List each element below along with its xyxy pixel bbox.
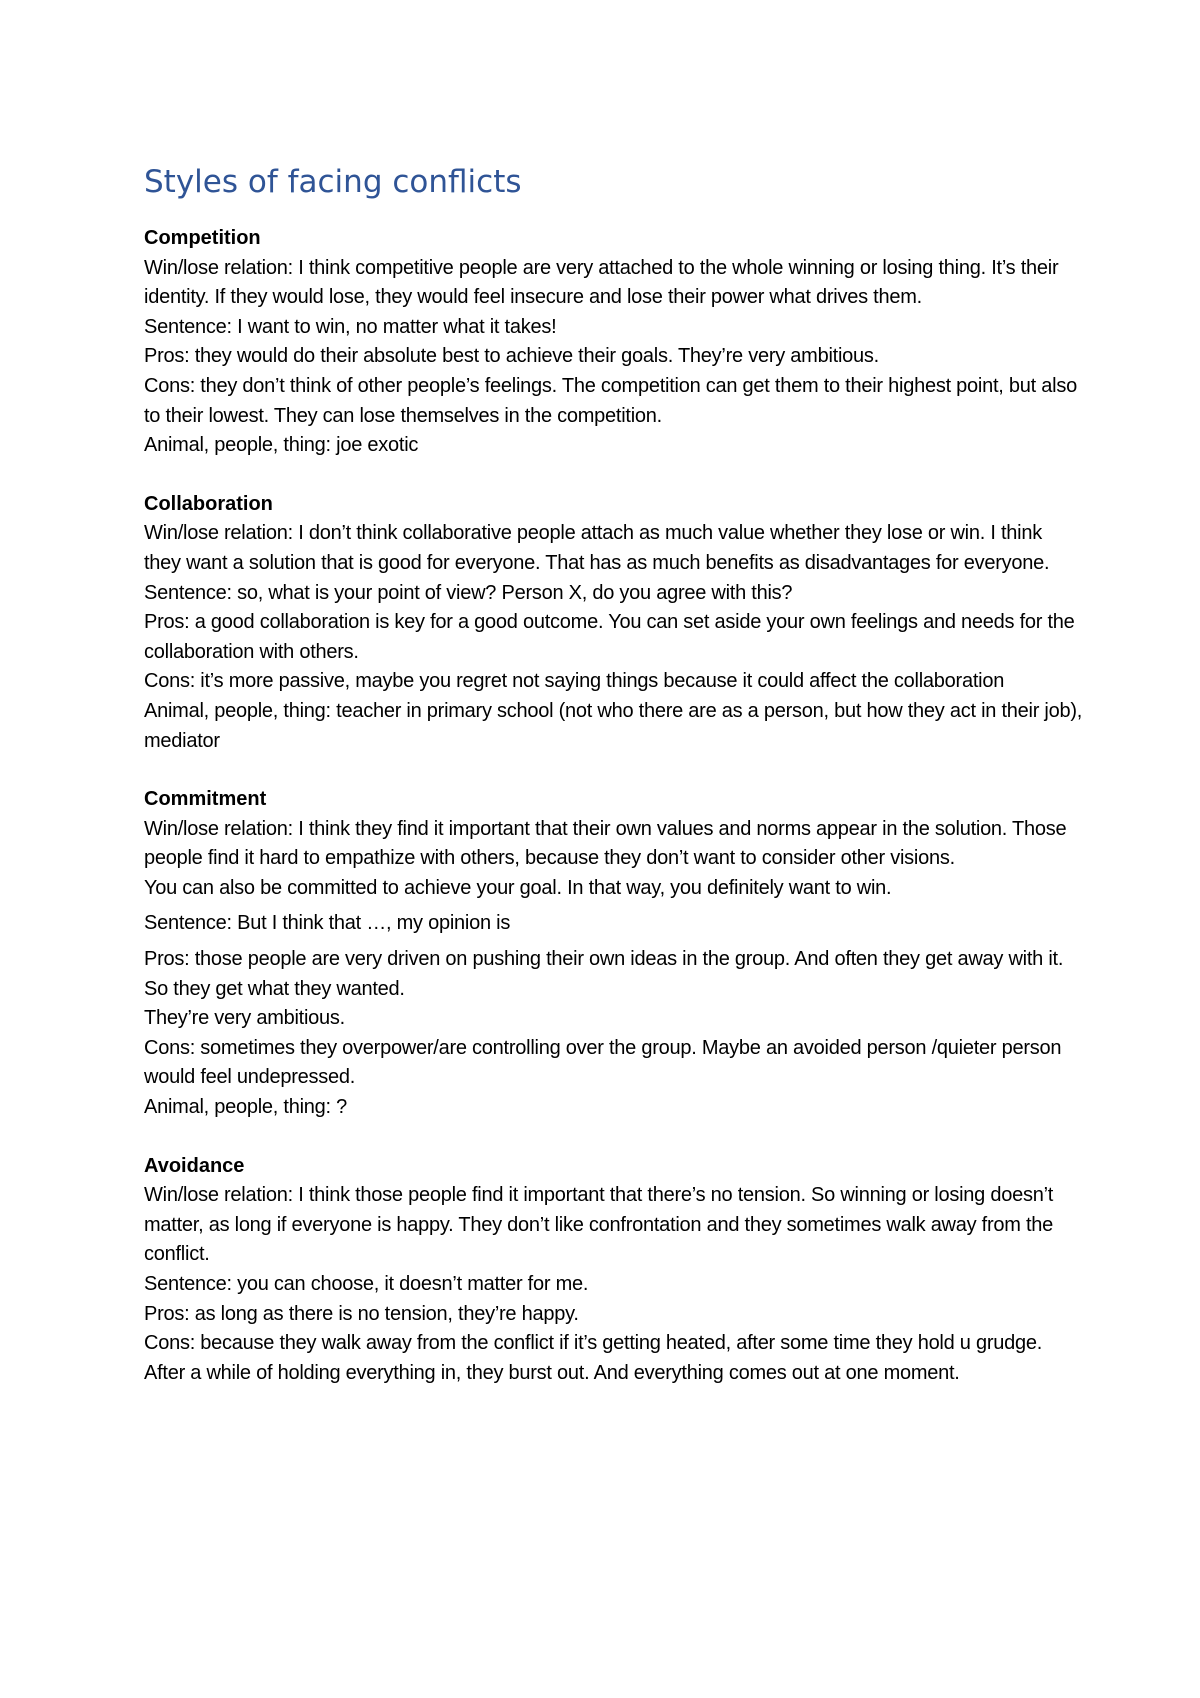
section-commitment <box>144 785 1084 1123</box>
sentence-text: Sentence: I want to win, no matter what it takes! <box>144 315 557 338</box>
win-lose-relation-text: Win/lose relation: I think those people find it important that there’s no tension. So winning or losing doesn’t matter, as long if everyone is happy. They don’t like confrontation and they sometimes walk away from the conflict. <box>144 1184 1054 1266</box>
document-title: Styles of facing conflicts <box>144 164 522 200</box>
ambitious-text: They’re very ambitious. <box>144 1007 345 1030</box>
win-lose-relation-text: Win/lose relation: I don’t think collaborative people attach as much value whether they lose or win. I think they want a solution that is good for everyone. That has as much benefits as disadvantages for everyone. <box>144 522 1050 574</box>
pros-text: Pros: they would do their absolute best to achieve their goals. They’re very ambitious. <box>144 345 879 368</box>
sentence-text: Sentence: But I think that …, my opinion is <box>144 912 511 935</box>
cons-text: Cons: it’s more passive, maybe you regret not saying things because it could affect the collaboration <box>144 670 1005 693</box>
animal-people-thing-text: Animal, people, thing: ? <box>144 1096 348 1119</box>
cons-text: Cons: because they walk away from the conflict if it’s getting heated, after some time they hold u grudge. After a while of holding everything in, they burst out. And everything comes out at one moment. <box>144 1332 1043 1384</box>
cons-text: Cons: they don’t think of other people’s feelings. The competition can get them to their highest point, but also to their lowest. They can lose themselves in the competition. <box>144 374 1077 427</box>
section-heading-commitment: Commitment <box>144 788 267 811</box>
sentence-text: Sentence: so, what is your point of view? Person X, do you agree with this? <box>144 581 793 604</box>
win-lose-relation-text: Win/lose relation: I think competitive people are very attached to the whole winning or losing thing. It’s their identity. If they would lose, they would feel insecure and lose their power what drives them. <box>144 256 1059 309</box>
win-lose-relation-text: Win/lose relation: I think they find it important that their own values and norms appear in the solution. Those people find it hard to empathize with others, because they don’t want to consider other visions. <box>144 817 1067 870</box>
section-collaboration <box>144 490 1084 756</box>
section-competition <box>144 224 1084 461</box>
cons-text: Cons: sometimes they overpower/are controlling over the group. Maybe an avoided person /quieter person would feel undepressed. <box>144 1036 1062 1089</box>
pros-text: Pros: as long as there is no tension, they’re happy. <box>144 1302 579 1325</box>
sentence-text: Sentence: you can choose, it doesn’t matter for me. <box>144 1273 589 1295</box>
document-body <box>144 160 1084 1417</box>
animal-people-thing-text: Animal, people, thing: teacher in primary school (not who there are as a person, but how they act in their job), mediator <box>144 699 1083 752</box>
section-heading-avoidance: Avoidance <box>144 1154 245 1177</box>
section-heading-competition: Competition <box>144 227 261 249</box>
pros-text: Pros: a good collaboration is key for a good outcome. You can set aside your own feelings and needs for the collaboration with others. <box>144 611 1075 663</box>
section-avoidance <box>144 1152 1084 1389</box>
section-heading-collaboration: Collaboration <box>144 492 273 515</box>
committed-goal-text: You can also be committed to achieve your goal. In that way, you definitely want to win. <box>144 876 892 899</box>
animal-people-thing-text: Animal, people, thing: joe exotic <box>144 434 419 457</box>
pros-text: Pros: those people are very driven on pushing their own ideas in the group. And often they get away with it. So they get what they wanted. <box>144 948 1064 1000</box>
